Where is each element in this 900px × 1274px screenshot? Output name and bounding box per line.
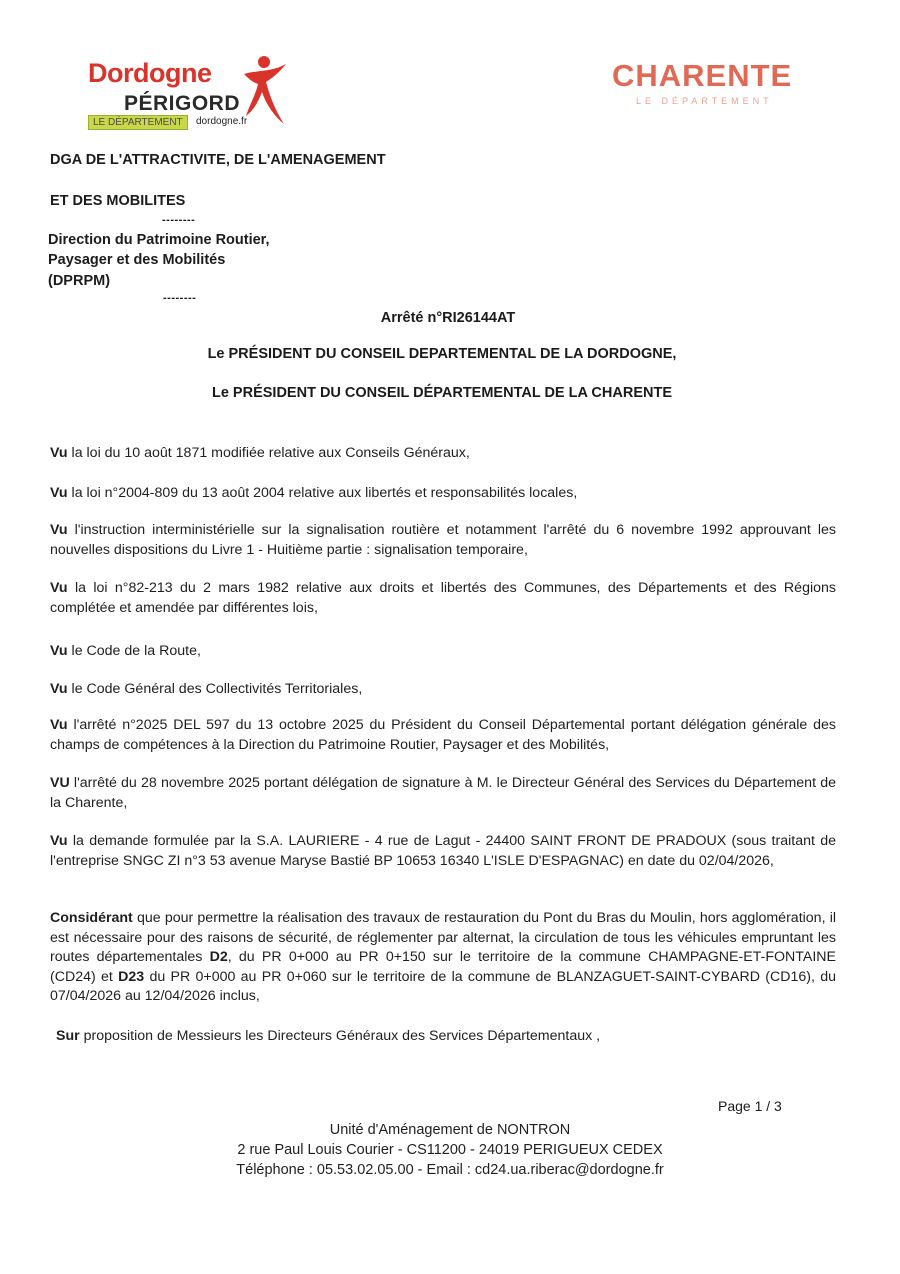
direction-line3: (DPRPM) [48, 273, 111, 289]
header-dga-line1: DGA DE L'ATTRACTIVITE, DE L'AMENAGEMENT [50, 152, 386, 168]
footer-unit: Unité d'Aménagement de NONTRON [329, 1122, 571, 1138]
vu-lead: Vu [50, 681, 68, 697]
dordogne-logo [84, 52, 294, 132]
dordogne-logo-subtitle: PÉRIGORD [124, 92, 241, 115]
vu-text: la loi du 10 août 1871 modifiée relative aux Conseils Généraux, [67, 445, 470, 461]
considerant-text: , du PR 0+000 au PR 0+150 sur le territoire de la commune CHAMPAGNE-ET-FONTAINE (CD24) et [50, 949, 836, 985]
footer-contact: Téléphone : 05.53.02.05.00 - Email : cd24.ua.riberac@dordogne.fr [236, 1162, 664, 1178]
vu-text: la loi n°2004-809 du 13 août 2004 relative aux libertés et responsabilités locales, [67, 485, 578, 501]
direction-line1: Direction du Patrimoine Routier, [48, 232, 270, 248]
dancer-figure-icon [234, 52, 294, 128]
dordogne-logo-badge: LE DÉPARTEMENT [88, 115, 188, 130]
president-charente-title: Le PRÉSIDENT DU CONSEIL DÉPARTEMENTAL DE LA CHARENTE [211, 385, 672, 401]
vu-text: l'instruction interministérielle sur la signalisation routière et notamment l'arrêté du 6 novembre 1992 approuvant les nouvelles dispositions du Livre 1 - Huitième partie : signalisation temporaire, [50, 522, 836, 558]
considerant-lead: Considérant [50, 910, 133, 926]
president-dordogne-title: Le PRÉSIDENT DU CONSEIL DEPARTEMENTAL DE LA DORDOGNE, [207, 346, 677, 362]
page-number: Page 1 / 3 [718, 1098, 782, 1114]
direction-line2: Paysager et des Mobilités [48, 252, 226, 268]
vu-text: le Code Général des Collectivités Territoriales, [67, 681, 363, 697]
arrete-number: Arrêté n°RI26144AT [380, 310, 516, 326]
vu-lead: Vu [50, 485, 68, 501]
header-dga-line2: ET DES MOBILITES [50, 193, 186, 209]
vu-clause [50, 832, 836, 871]
vu-clause [50, 579, 836, 618]
vu-clause [50, 774, 836, 813]
dordogne-logo-url: dordogne.fr [196, 116, 248, 127]
vu-text: l'arrêté du 28 novembre 2025 portant délégation de signature à M. le Directeur Général des Services du Département de la Charente, [50, 775, 836, 811]
vu-lead: Vu [50, 643, 68, 659]
direction-separator: -------- [163, 292, 197, 304]
proposition-text: proposition de Messieurs les Directeurs Généraux des Services Départementaux , [79, 1028, 601, 1044]
vu-lead: Vu [50, 522, 68, 538]
considerant-text: que pour permettre la réalisation des travaux de restauration du Pont du Bras du Moulin, hors agglomération, il est nécessaire pour des raisons de sécurité, de réglementer par alternat, la circulation de tous les véhicules empruntant les routes départementales [50, 910, 836, 965]
vu-lead: VU [50, 775, 70, 791]
vu-lead: Vu [50, 833, 68, 849]
charente-logo [612, 58, 812, 114]
vu-text: l'arrêté n°2025 DEL 597 du 13 octobre 2025 du Président du Conseil Départemental portant délégation générale des champs de compétences à la Direction du Patrimoine Routier, Paysager et des Mobilités, [50, 717, 836, 753]
vu-clause [50, 484, 836, 504]
dordogne-logo-title: Dordogne [88, 58, 212, 88]
charente-logo-title: CHARENTE [612, 58, 793, 93]
header-separator: -------- [162, 214, 196, 226]
vu-clause [50, 680, 836, 700]
proposition-lead: Sur [56, 1028, 80, 1044]
vu-clause [50, 642, 836, 662]
charente-logo-subtitle: LE DÉPARTEMENT [636, 96, 773, 106]
vu-lead: Vu [50, 445, 68, 461]
road-d2: D2 [209, 949, 228, 965]
vu-clause [50, 716, 836, 755]
vu-text: la demande formulée par la S.A. LAURIERE - 4 rue de Lagut - 24400 SAINT FRONT DE PRADOUX (sous traitant de l'entreprise SNGC ZI n°3 53 avenue Maryse Bastié BP 10653 16340 L'ISLE D'ESPAGNAC) en date du 02/04/2026, [50, 833, 836, 869]
vu-clause [50, 521, 836, 560]
vu-clause [50, 444, 836, 464]
proposition-clause [56, 1027, 842, 1047]
vu-lead: Vu [50, 717, 68, 733]
considerant-text: du PR 0+000 au PR 0+060 sur le territoire de la commune de BLANZAGUET-SAINT-CYBARD (CD16), du 07/04/2026 au 12/04/2026 inclus, [50, 968, 836, 1004]
considerant-clause [50, 909, 836, 1007]
vu-lead: Vu [50, 580, 68, 596]
vu-text: le Code de la Route, [67, 643, 201, 659]
footer-address: 2 rue Paul Louis Courier - CS11200 - 24019 PERIGUEUX CEDEX [237, 1142, 663, 1158]
road-d23: D23 [118, 968, 145, 985]
vu-text: la loi n°82-213 du 2 mars 1982 relative aux droits et libertés des Communes, des Départements et des Régions complétée et amendée par différentes lois, [50, 580, 836, 616]
